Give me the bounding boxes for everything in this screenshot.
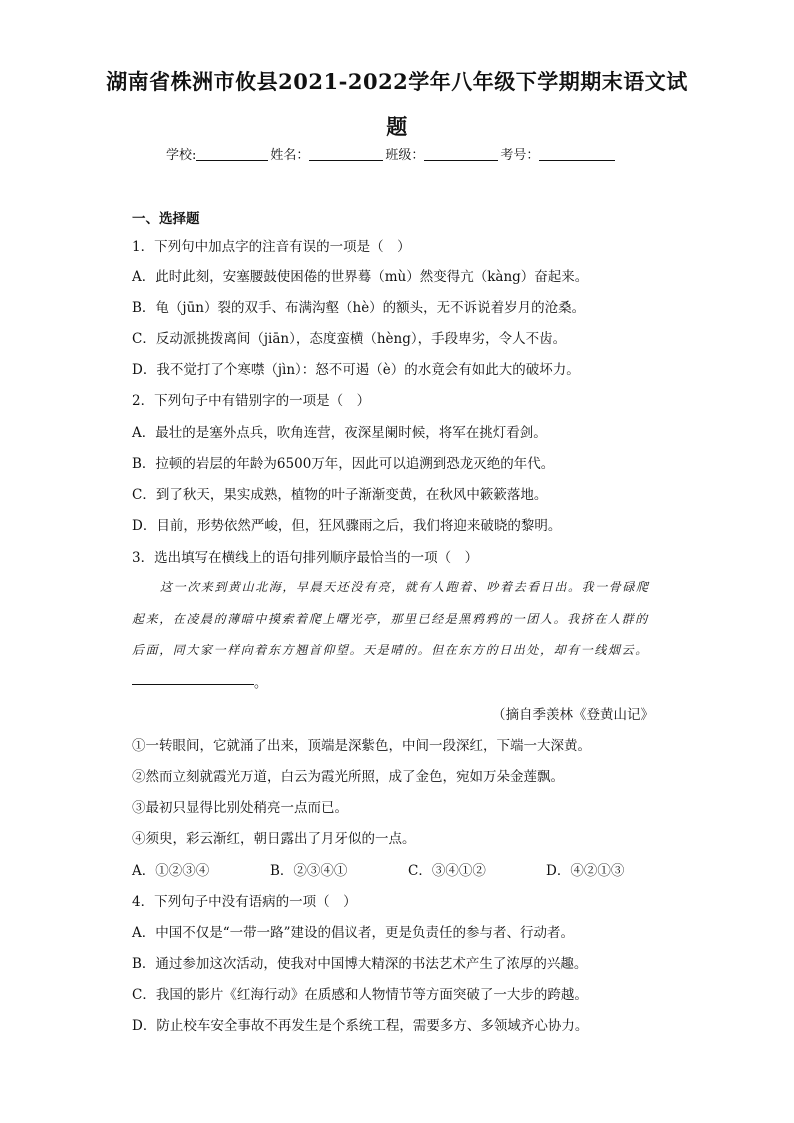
school-label: 学校: bbox=[166, 148, 197, 163]
q2-option-b: B．拉顿的岩层的年龄为6500万年，因此可以追溯到恐龙灭绝的年代。 bbox=[132, 456, 555, 472]
class-blank bbox=[424, 148, 498, 161]
q3-passage-line2: 起来，在凌晨的薄暗中摸索着爬上曙光亭，那里已经是黑鸦鸦的一团人。我挤在人群的 bbox=[132, 612, 649, 626]
q1-option-d: D．我不觉打了个寒噤（jìn）：怒不可遏（è）的水竟会有如此大的破坏力。 bbox=[132, 362, 580, 378]
name-blank bbox=[309, 148, 383, 161]
q4-option-d: D．防止校车安全事故不再发生是个系统工程，需要多方、多领域齐心协力。 bbox=[132, 1018, 589, 1034]
q3-sentence-2: ②然而立刻就霞光万道，白云为霞光所照，成了金色，宛如万朵金莲飘。 bbox=[132, 769, 564, 785]
q3-sentence-3: ③最初只显得比别处稍亮一点而已。 bbox=[132, 800, 348, 816]
q3-answer-blank bbox=[132, 684, 254, 685]
q1-option-b: B．龟（jūn）裂的双手、布满沟壑（hè）的额头，无不诉说着岁月的沧桑。 bbox=[132, 300, 586, 316]
q3-sentence-4: ④须臾，彩云渐红，朝日露出了月牙似的一点。 bbox=[132, 831, 416, 847]
q2-stem: 2．下列句子中有错别字的一项是（ ） bbox=[132, 393, 371, 409]
section-heading: 一、选择题 bbox=[132, 211, 200, 227]
q3-stem: 3．选出填写在横线上的语句排列顺序最恰当的一项（ ） bbox=[132, 550, 479, 566]
q3-option-a: A．①②③④ bbox=[132, 863, 210, 879]
q4-stem: 4．下列句子中没有语病的一项（ ） bbox=[132, 894, 357, 910]
number-blank bbox=[539, 148, 615, 161]
q3-option-b: B．②③④① bbox=[270, 863, 348, 879]
q2-option-c: C．到了秋天，果实成熟，植物的叶子渐渐变黄，在秋风中簌簌落地。 bbox=[132, 487, 548, 503]
q3-option-d: D．④②①③ bbox=[546, 863, 625, 879]
q3-options-row bbox=[132, 859, 684, 879]
q1-option-c: C．反动派挑拨离间（jiān），态度蛮横（hèng），手段卑劣，令人不齿。 bbox=[132, 331, 567, 347]
school-blank bbox=[196, 148, 268, 161]
q4-option-a: A．中国不仅是“一带一路”建设的倡议者，更是负责任的参与者、行动者。 bbox=[132, 925, 575, 941]
q3-source: （摘自季羡林《登黄山记》 bbox=[492, 707, 654, 723]
q4-option-c: C．我国的影片《红海行动》在质感和人物情节等方面突破了一大步的跨越。 bbox=[132, 987, 588, 1003]
q1-stem: 1．下列句中加点字的注音有误的一项是（ ） bbox=[132, 239, 411, 255]
exam-title-line2: 题 bbox=[386, 114, 408, 139]
student-info-row bbox=[166, 144, 617, 163]
q3-blank-period: 。 bbox=[254, 676, 268, 691]
q3-option-c: C．③④①② bbox=[408, 863, 486, 879]
q3-passage-line3: 后面，同大家一样向着东方翘首仰望。天是晴的。但在东方的日出处，却有一线烟云。 bbox=[132, 643, 649, 657]
class-label: 班级： bbox=[385, 148, 425, 163]
number-label: 考号： bbox=[500, 148, 540, 163]
name-label: 姓名： bbox=[270, 148, 310, 163]
q2-option-a: A．最壮的是塞外点兵，吹角连营，夜深星阑时候，将军在挑灯看剑。 bbox=[132, 425, 547, 441]
q3-sentence-1: ①一转眼间，它就涌了出来，顶端是深紫色，中间一段深红，下端一大深黄。 bbox=[132, 738, 591, 754]
exam-title-line1: 湖南省株洲市攸县2021-2022学年八年级下学期期末语文试 bbox=[106, 69, 688, 94]
q1-option-a: A．此时此刻，安塞腰鼓使困倦的世界蓦（mù）然变得亢（kàng）奋起来。 bbox=[132, 269, 589, 285]
q4-option-b: B．通过参加这次活动，使我对中国博大精深的书法艺术产生了浓厚的兴趣。 bbox=[132, 956, 588, 972]
q3-passage-line1: 这一次来到黄山北海，早晨天还没有亮，就有人跑着、吵着去看日出。我一骨碌爬 bbox=[160, 580, 650, 594]
q2-option-d: D．目前，形势依然严峻，但，狂风骤雨之后，我们将迎来破晓的黎明。 bbox=[132, 518, 562, 534]
